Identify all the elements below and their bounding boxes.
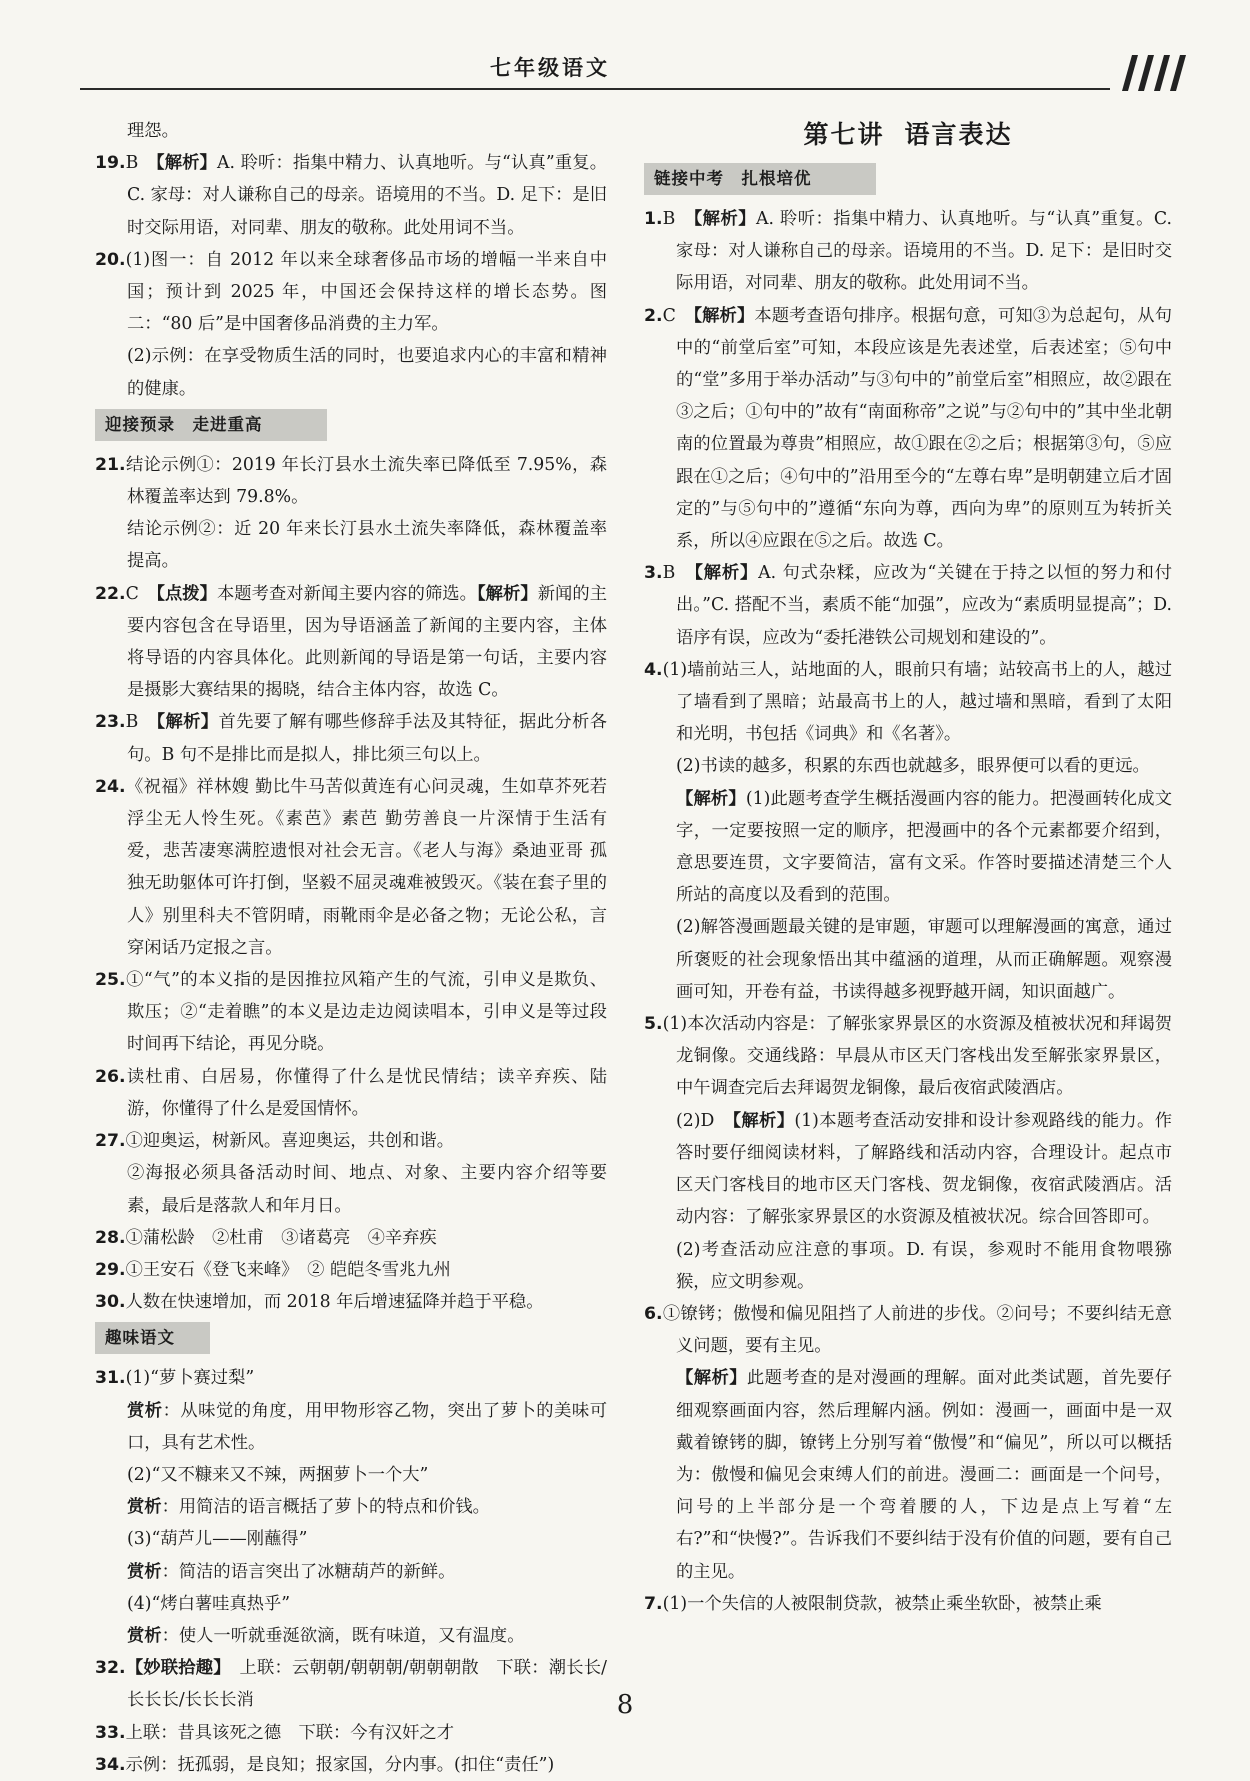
answer-text: (1)一个失信的人被限制贷款，被禁止乘坐软卧，被禁止乘	[662, 1593, 1102, 1614]
answer-choice: C	[662, 305, 676, 326]
question-number: 26.	[95, 1066, 126, 1087]
analysis-tag: 【解析】	[676, 1368, 747, 1389]
appreciation-text: ：用简洁的语言概括了萝卜的特点和价钱。	[161, 1497, 490, 1518]
appreciation	[95, 1556, 607, 1588]
answer-33	[95, 1717, 607, 1749]
question-number: 3.	[644, 563, 663, 584]
analysis-text: 此题考查的是对漫画的理解。面对此类试题，首先要仔细观察画面内容，然后理解内涵。例如：漫画一，画面中是一双戴着镣铐的脚，镣铐上分别写着“傲慢”和“偏见”，所以可以概括为：傲慢和偏见会束缚人们的前进。漫画二：画面是一个问号，问号的上半部分是一个弯着腰的人，下边是点上写着“左右?”和“快慢?”。告诉我们不要纠结于没有价值的问题，要有自己的主见。	[676, 1368, 1172, 1582]
appreciation-label: 赏析	[127, 1400, 163, 1421]
answer-text: ①蒲松龄 ②杜甫 ③诸葛亮 ④辛弃疾	[125, 1227, 437, 1248]
section-header-1: 迎接预录 走进重高	[95, 409, 327, 441]
answer-r4-analysis	[644, 783, 1172, 912]
answer-r7	[644, 1588, 1172, 1620]
answer-text: ①迎奥运，树新风。喜迎奥运，共创和谐。	[125, 1131, 454, 1152]
question-number: 25.	[95, 970, 126, 991]
header-title: 七年级语文	[490, 55, 610, 80]
lecture-heading	[644, 115, 1172, 155]
answer-r4-part2: (2)书读的越多，积累的东西也就越多，眼界便可以看的更远。	[676, 756, 1150, 777]
question-number: 34.	[95, 1754, 126, 1775]
question-number: 22.	[95, 583, 126, 604]
left-column	[95, 115, 607, 1781]
answer-21	[95, 449, 607, 513]
appreciation	[95, 1395, 607, 1459]
answer-choice: B	[662, 563, 676, 584]
appreciation-text: ：简洁的语言突出了冰糖葫芦的新鲜。	[161, 1561, 456, 1582]
question-number: 32.	[95, 1658, 126, 1679]
analysis-text: A. 聆听：指集中精力、认真地听。与“认真”重复。C. 家母：对人谦称自己的母亲。语境用的不当。D. 足下：是旧时交际用语，对同辈、朋友的敬称。此处用词不当。	[676, 209, 1172, 294]
answer-choice: B	[662, 209, 676, 229]
answer-20-part2: (2)示例：在享受物质生活的同时，也要追求内心的丰富和精神的健康。	[127, 346, 607, 399]
answer-text: ①“气”的本义指的是因推拉风箱产生的气流，引申义是欺负、欺压；②“走着瞧”的本义是边走边阅读唱本，引申义是等过段时间再下结论，再见分晓。	[125, 970, 607, 1055]
appreciation	[95, 1491, 607, 1523]
answer-text: (1)图一：自 2012 年以来全球奢侈品市场的增幅一半来自中国；预计到 2025 年，中国还会保持这样的增长态势。图二：“80 后”是中国奢侈品消费的主力军。	[125, 249, 607, 335]
right-column	[644, 115, 1172, 1620]
answer-20	[95, 244, 607, 341]
page-number: 8	[616, 1690, 634, 1720]
answer-text: ①镣铐；傲慢和偏见阻挡了人前进的步伐。②问号；不要纠结无意义问题，要有主见。	[662, 1303, 1172, 1357]
carry-over-text: 理怨。	[127, 121, 179, 141]
question-number: 1.	[644, 209, 663, 229]
lecture-number: 第七讲	[803, 120, 885, 149]
answer-r6	[644, 1298, 1172, 1362]
answer-34	[95, 1749, 607, 1781]
answer-21-part2: 结论示例②：近 20 年来长汀县水土流失率降低，森林覆盖率提高。	[127, 519, 607, 572]
quote-line: (1)“萝卜赛过梨”	[125, 1368, 255, 1389]
answer-19	[95, 147, 607, 244]
analysis-text: 本题考查语句排序。根据句意，可知③为总起句，从句中的“前堂后室”可知，本段应该是先表述堂，后表述室；⑤句中的“堂”多用于举办活动”与③句中的”前堂后室”相照应，故②跟在③之后；①句中的”故有“南面称帝”之说”与②句中的”其中坐北朝南的位置最为尊贵”相照应，故①跟在②之后；根据第③句，⑤应跟在①之后；④句中的”沿用至今的“左尊右卑”是明朝建立后才固定的”与⑤句中的”遵循“东向为尊，西向为卑”的原则互为转折关系，所以④应跟在⑤之后。故选 C。	[676, 305, 1172, 552]
answer-30	[95, 1286, 607, 1318]
analysis-tag: 【解析】	[155, 153, 217, 174]
answer-26	[95, 1061, 607, 1125]
answer-text: 示例：抚孤弱，是良知；报家国，分内事。(扣住“责任”)	[125, 1754, 555, 1775]
analysis-tag: 【解析】	[156, 712, 219, 733]
question-number: 33.	[95, 1722, 126, 1743]
answer-23	[95, 706, 607, 770]
analysis-text: (1)此题考查学生概括漫画内容的能力。把漫画转化成文字，一定要按照一定的顺序，把漫画中的各个元素都要介绍到，意思要连贯，文字要简洁，富有文采。作答时要描述清楚三个人所站的高度以及看到的范围。	[676, 788, 1172, 906]
answer-r4-analysis-2: (2)解答漫画题最关键的是审题，审题可以理解漫画的寓意，通过所褒贬的社会现象悟出其中蕴涵的道理，从而正确解题。观察漫画可知，开卷有益，书读得越多视野越开阔，知识面越广。	[676, 917, 1172, 1002]
appreciation-label: 赏析	[127, 1625, 162, 1646]
answer-text: 上联：昔具该死之德 下联：今有汉奸之才	[125, 1722, 454, 1743]
answer-choice: B	[125, 153, 139, 174]
analysis-text: A. 句式杂糅，应改为“关键在于持之以恒的努力和付出。”C. 搭配不当，素质不能“加强”，应改为“素质明显提高”；D. 语序有误，应改为“委托港铁公司规划和建设的”。	[676, 563, 1172, 648]
section-header-2: 趣味语文	[95, 1322, 210, 1354]
answer-r2	[644, 300, 1172, 558]
answer-text: (1)本次活动内容是：了解张家界景区的水资源及植被状况和拜谒贺龙铜像。交通线路：早晨从市区天门客栈出发至解张家界景区，中午调查完后去拜谒贺龙铜像，最后夜宿武陵酒店。	[662, 1014, 1172, 1099]
quote-line: (4)“烤白薯哇真热乎”	[127, 1593, 291, 1614]
question-number: 5.	[644, 1014, 663, 1035]
analysis-text: 新闻的主要内容包含在导语里，因为导语涵盖了新闻的主要内容，主体将导语的内容具体化。此则新闻的导语是第一句话，主要内容是摄影大赛结果的揭晓，结合主体内容，故选 C。	[127, 583, 607, 701]
question-number: 27.	[95, 1131, 126, 1152]
appreciation	[95, 1620, 607, 1652]
answer-r1	[644, 203, 1172, 300]
answer-text: ①王安石《登飞来峰》 ② 皑皑冬雪兆九州	[125, 1259, 451, 1280]
answer-22	[95, 578, 607, 707]
appreciation-label: 赏析	[127, 1561, 162, 1582]
question-number: 28.	[95, 1227, 126, 1248]
quote-line: (2)“又不糠来又不辣，两捆萝卜一个大”	[127, 1464, 429, 1485]
answer-r5	[644, 1008, 1172, 1105]
analysis-tag: 【解析】	[694, 563, 759, 584]
header-rule	[80, 88, 1110, 90]
answer-text: 上联：云朝朝/朝朝朝/朝朝朝散 下联：潮长长/长长长/长长长消	[127, 1658, 607, 1711]
question-number: 23.	[95, 712, 126, 733]
couplet-tag: 【妙联拾趣】	[125, 1658, 223, 1679]
answer-29	[95, 1254, 607, 1286]
answer-25	[95, 964, 607, 1061]
question-number: 21.	[95, 454, 126, 475]
answer-text: 《祝福》祥林嫂 勤比牛马苦似黄连有心问灵魂，生如草芥死若浮尘无人怜生死。《素芭》素芭 勤劳善良一片深情于生活有爱，悲苦凄寒满腔遗恨对社会无言。《老人与海》桑迪亚哥 孤独无助躯体可许打倒，坚毅不屈灵魂难被毁灭。《装在套子里的人》别里科夫不管阴晴，雨靴雨伞是必备之物；无论公私，言穿闲话乃定报之言。	[125, 776, 607, 958]
analysis-tag: 【解析】	[476, 583, 538, 604]
question-number: 4.	[644, 659, 663, 680]
analysis-tag: 【解析】	[732, 1110, 795, 1131]
hint-tag: 【点拨】	[156, 583, 217, 604]
answer-24	[95, 771, 607, 964]
question-number: 2.	[644, 305, 663, 326]
appreciation-text: ：使人一听就垂涎欲滴，既有味道，又有温度。	[161, 1625, 525, 1646]
answer-choice: C	[125, 583, 139, 604]
appreciation-text: ：从味觉的角度，用甲物形容乙物，突出了萝卜的美味可口，具有艺术性。	[127, 1400, 607, 1453]
answer-r5-part2	[644, 1105, 1172, 1234]
answer-r6-analysis	[644, 1362, 1172, 1587]
answer-27	[95, 1125, 607, 1157]
header-stripes-icon	[1108, 55, 1188, 91]
question-number: 31.	[95, 1368, 126, 1389]
question-number: 24.	[95, 776, 126, 797]
answer-text: (1)墙前站三人，站地面的人，眼前只有墙；站较高书上的人，越过了墙看到了黑暗；站最高书上的人，越过墙和黑暗，看到了太阳和光明，书包括《词典》和《名著》。	[662, 659, 1172, 745]
question-number: 19.	[95, 153, 126, 174]
answer-28	[95, 1222, 607, 1254]
lecture-title: 语言表达	[904, 120, 1013, 149]
question-number: 29.	[95, 1259, 126, 1280]
answer-r5-part3: (2)考查活动应注意的事项。D. 有误，参观时不能用食物喂猕猴，应文明参观。	[676, 1239, 1172, 1292]
answer-choice: (2)D	[676, 1110, 715, 1131]
question-number: 6.	[644, 1303, 663, 1324]
answer-text: 结论示例①：2019 年长汀县水土流失率已降低至 7.95%，森林覆盖率达到 79.8%。	[125, 454, 607, 508]
analysis-tag: 【解析】	[676, 788, 746, 809]
answer-r3	[644, 557, 1172, 654]
analysis-text: 首先要了解有哪些修辞手法及其特征，据此分析各句。B 句不是排比而是拟人，排比须三句以上。	[127, 712, 607, 765]
answer-text: 人数在快速增加，而 2018 年后增速猛降并趋于平稳。	[125, 1292, 544, 1313]
analysis-text: A. 聆听：指集中精力、认真地听。与“认真”重复。C. 家母：对人谦称自己的母亲。语境用的不当。D. 足下：是旧时交际用语，对同辈、朋友的敬称。此处用词不当。	[127, 153, 607, 238]
question-number: 20.	[95, 249, 126, 270]
answer-choice: B	[125, 712, 139, 733]
answer-31	[95, 1362, 607, 1394]
answer-27-part2: ②海报必须具备活动时间、地点、对象、主要内容介绍等要素，最后是落款人和年月日。	[127, 1163, 607, 1216]
hint-text: 本题考查对新闻主要内容的筛选。	[216, 583, 477, 604]
analysis-tag: 【解析】	[693, 305, 755, 326]
page-header	[0, 0, 1250, 95]
answer-r4	[644, 654, 1172, 751]
answer-text: 读杜甫、白居易，你懂得了什么是忧民情结；读辛弃疾、陆游，你懂得了什么是爱国情怀。	[125, 1066, 607, 1119]
analysis-tag: 【解析】	[693, 209, 756, 229]
quote-line: (3)“葫芦儿——刚蘸得”	[127, 1529, 308, 1550]
appreciation-label: 赏析	[127, 1497, 162, 1518]
analysis-text: (1)本题考查活动安排和设计参观路线的能力。作答时要仔细阅读材料，了解路线和活动内容，合理设计。起点市区天门客栈目的地市区天门客栈、贺龙铜像，夜宿武陵酒店。活动内容：了解张家界景区的水资源及植被状况。综合回答即可。	[676, 1110, 1172, 1228]
section-header-3: 链接中考 扎根培优	[644, 163, 876, 195]
question-number: 7.	[644, 1593, 663, 1614]
question-number: 30.	[95, 1292, 126, 1313]
